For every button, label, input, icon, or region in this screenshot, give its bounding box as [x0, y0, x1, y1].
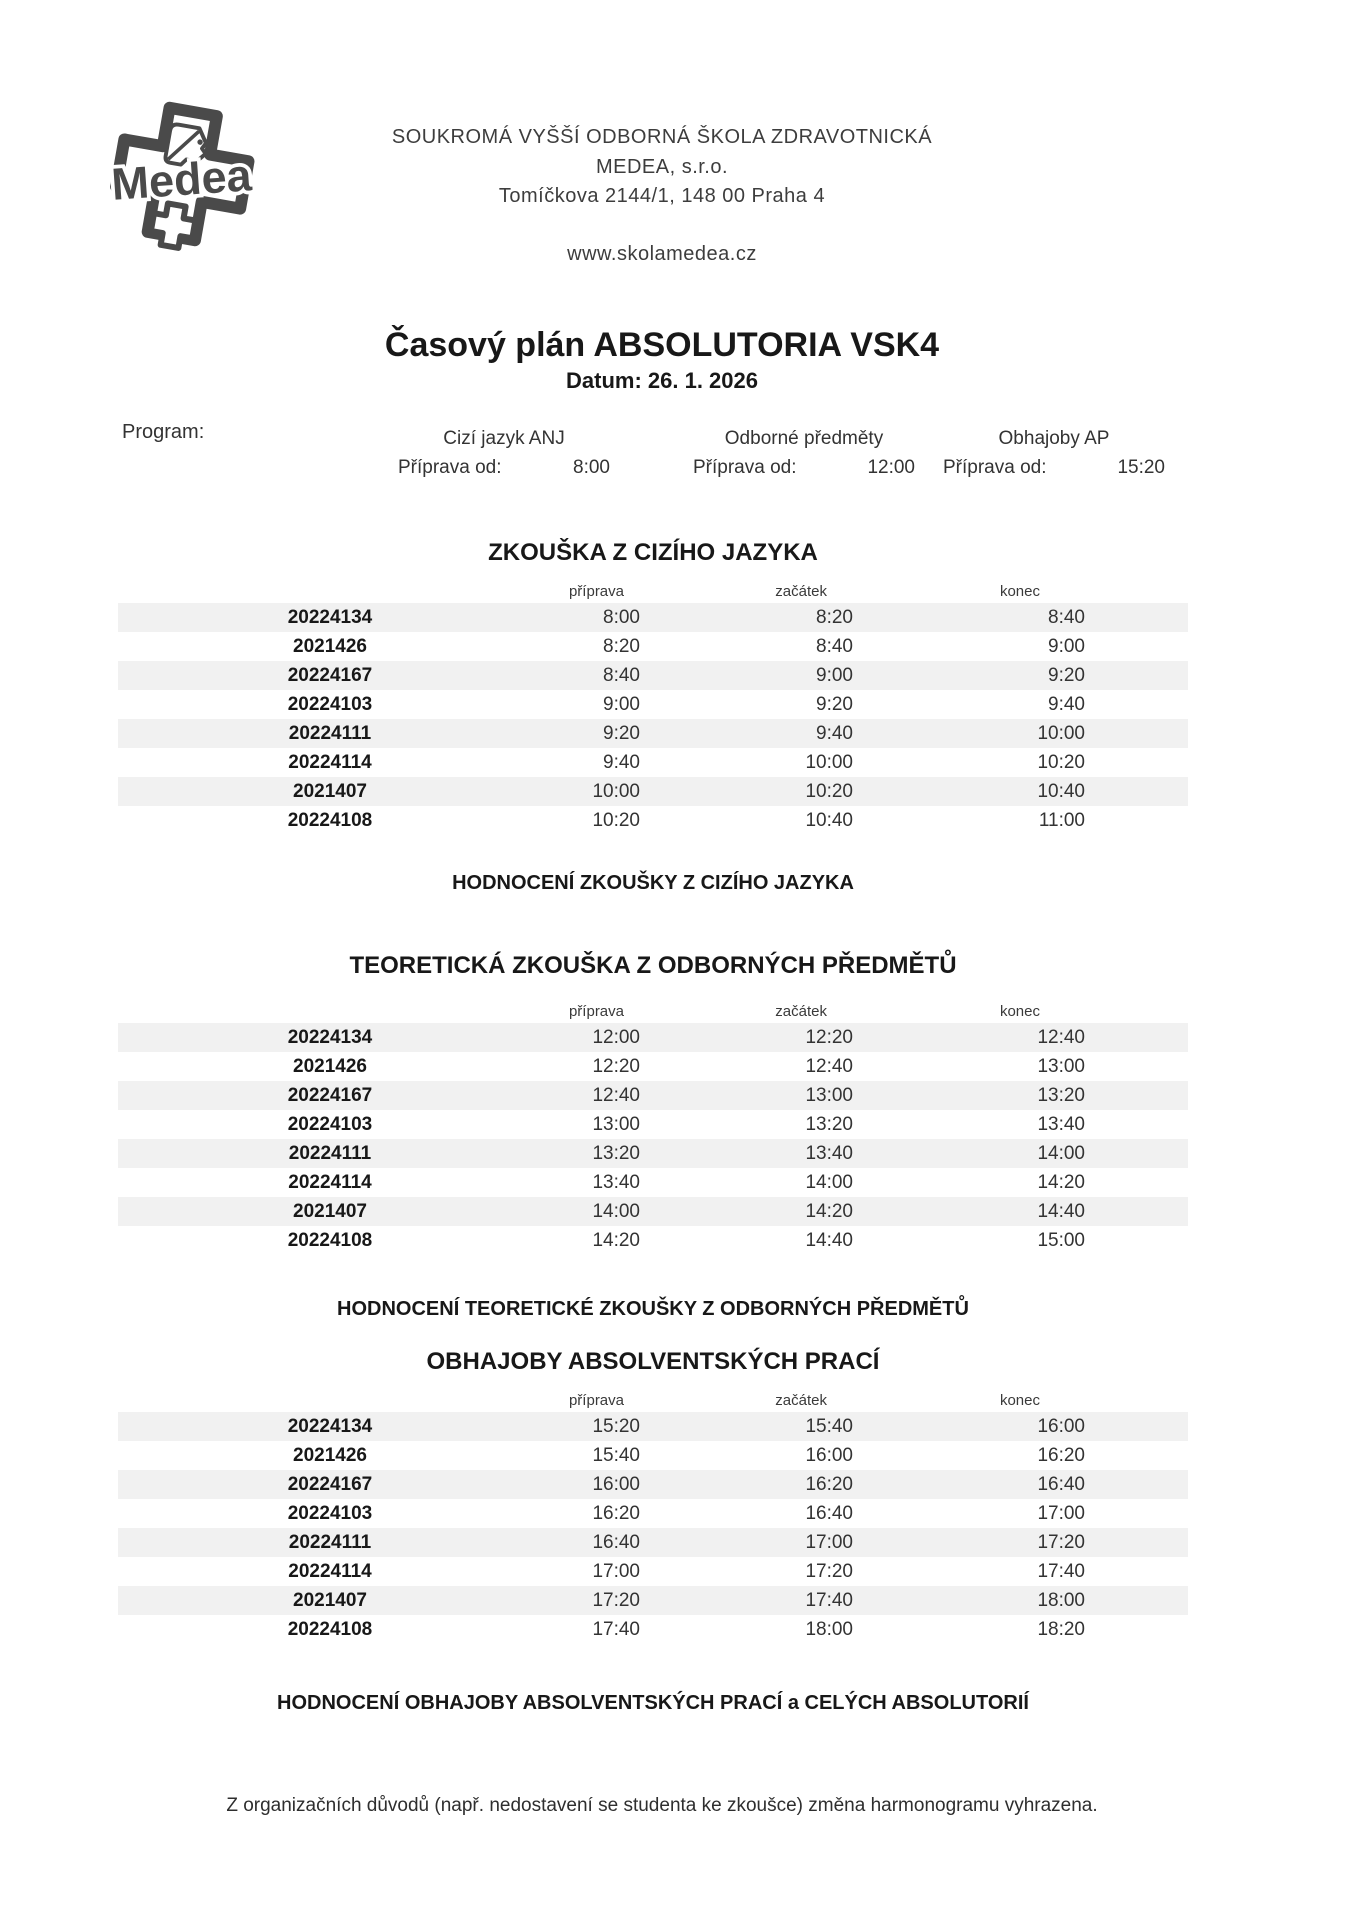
column-header-konec: konec [999, 583, 1040, 600]
student-id-cell: 2021407 [293, 1201, 367, 1222]
table-row [118, 1052, 1188, 1081]
student-id-cell: 20224103 [287, 1114, 373, 1135]
table-row [118, 1441, 1188, 1470]
table-row [118, 1412, 1188, 1441]
column-header-konec: konec [999, 1003, 1040, 1020]
table-row [118, 1168, 1188, 1197]
start-time-cell: 16:00 [805, 1445, 853, 1466]
student-id-cell: 20224114 [288, 752, 372, 773]
student-id-cell: 2021426 [293, 1445, 367, 1466]
prep-time-cell: 17:20 [592, 1590, 640, 1611]
start-time-cell: 12:40 [805, 1056, 853, 1077]
table-row [118, 1586, 1188, 1615]
table-row [118, 1197, 1188, 1226]
end-time-cell: 14:20 [1037, 1172, 1085, 1193]
exam-name: Cizí jazyk ANJ [443, 428, 565, 449]
prep-label: Příprava od: [693, 457, 797, 478]
disclaimer-note: Z organizačních důvodů (např. nedostavení se studenta ke zkoušce) změna harmonogramu vyhrazena. [226, 1795, 1098, 1816]
table-row [118, 1023, 1188, 1052]
start-time-cell: 14:40 [805, 1230, 853, 1251]
column-header-zacatek: začátek [775, 1003, 827, 1020]
column-header-zacatek: začátek [775, 583, 827, 600]
prep-time-cell: 9:00 [603, 694, 640, 715]
section-evaluation-thesis-defense: HODNOCENÍ OBHAJOBY ABSOLVENTSKÝCH PRACÍ a CELÝCH ABSOLUTORIÍ [277, 1692, 1029, 1714]
table-header-row [118, 581, 1188, 603]
end-time-cell: 9:20 [1048, 665, 1085, 686]
column-header-priprava: příprava [568, 583, 624, 600]
table-row [118, 603, 1188, 632]
prep-label: Příprava od: [398, 457, 502, 478]
start-time-cell: 14:00 [805, 1172, 853, 1193]
start-time-cell: 9:40 [816, 723, 853, 744]
table-row [118, 1615, 1188, 1644]
start-time-cell: 13:20 [805, 1114, 853, 1135]
table-row [118, 1499, 1188, 1528]
start-time-cell: 14:20 [805, 1201, 853, 1222]
student-id-cell: 20224134 [287, 1027, 373, 1048]
end-time-cell: 18:00 [1037, 1590, 1085, 1611]
student-id-cell: 20224103 [287, 694, 373, 715]
prep-time: 15:20 [1117, 457, 1165, 478]
end-time-cell: 11:00 [1038, 810, 1085, 831]
end-time-cell: 18:20 [1037, 1619, 1085, 1640]
school-name-line1: SOUKROMÁ VYŠŠÍ ODBORNÁ ŠKOLA ZDRAVOTNICKÁ [391, 126, 933, 148]
column-header-id [118, 1390, 420, 1412]
prep-time-cell: 14:20 [592, 1230, 640, 1251]
start-time-cell: 10:40 [805, 810, 853, 831]
student-id-cell: 20224111 [288, 723, 372, 744]
table-header-row [118, 1390, 1188, 1412]
start-time-cell: 10:20 [805, 781, 853, 802]
end-time-cell: 16:20 [1037, 1445, 1085, 1466]
prep-time-cell: 12:40 [592, 1085, 640, 1106]
end-time-cell: 16:00 [1037, 1416, 1085, 1437]
program-label: Program: [122, 421, 205, 443]
table-row [118, 1470, 1188, 1499]
student-id-cell: 2021426 [293, 636, 367, 657]
table-row [118, 1081, 1188, 1110]
prep-time-cell: 12:20 [592, 1056, 640, 1077]
end-time-cell: 10:20 [1037, 752, 1085, 773]
prep-time-cell: 16:40 [592, 1532, 640, 1553]
table-row [118, 1110, 1188, 1139]
end-time-cell: 17:40 [1037, 1561, 1085, 1582]
start-time-cell: 16:40 [805, 1503, 853, 1524]
column-header-priprava: příprava [568, 1003, 624, 1020]
student-id-cell: 20224134 [287, 1416, 373, 1437]
section-evaluation-foreign-language: HODNOCENÍ ZKOUŠKY Z CIZÍHO JAZYKA [452, 872, 854, 894]
prep-time-cell: 8:20 [603, 636, 640, 657]
student-id-cell: 20224108 [287, 1230, 373, 1251]
table-row [118, 1139, 1188, 1168]
end-time-cell: 9:00 [1048, 636, 1085, 657]
column-header-id [118, 581, 420, 603]
start-time-cell: 9:20 [816, 694, 853, 715]
start-time-cell: 8:40 [816, 636, 853, 657]
student-id-cell: 20224167 [287, 1085, 373, 1106]
end-time-cell: 8:40 [1048, 607, 1085, 628]
section-title-theory-exam: TEORETICKÁ ZKOUŠKA Z ODBORNÝCH PŘEDMĚTŮ [349, 952, 957, 979]
prep-time: 12:00 [867, 457, 915, 478]
table-header-row [118, 1001, 1188, 1023]
prep-time: 8:00 [573, 457, 610, 478]
start-time-cell: 17:40 [805, 1590, 853, 1611]
student-id-cell: 20224167 [287, 665, 373, 686]
table-row [118, 777, 1188, 806]
start-time-cell: 13:40 [805, 1143, 853, 1164]
table-row [118, 1528, 1188, 1557]
table-row [118, 719, 1188, 748]
prep-time-cell: 15:40 [592, 1445, 640, 1466]
prep-time-cell: 17:00 [592, 1561, 640, 1582]
start-time-cell: 16:20 [805, 1474, 853, 1495]
school-name-line2: MEDEA, s.r.o. [595, 156, 729, 178]
end-time-cell: 16:40 [1037, 1474, 1085, 1495]
student-id-cell: 20224108 [287, 1619, 373, 1640]
end-time-cell: 13:40 [1037, 1114, 1085, 1135]
page-title: Časový plán ABSOLUTORIA VSK4 [384, 326, 940, 364]
table-row [118, 1557, 1188, 1586]
start-time-cell: 18:00 [805, 1619, 853, 1640]
table-row [118, 661, 1188, 690]
prep-label: Příprava od: [943, 457, 1047, 478]
end-time-cell: 10:40 [1037, 781, 1085, 802]
student-id-cell: 20224111 [288, 1532, 372, 1553]
student-id-cell: 2021426 [293, 1056, 367, 1077]
start-time-cell: 15:40 [805, 1416, 853, 1437]
prep-time-cell: 9:40 [603, 752, 640, 773]
school-address: Tomíčkova 2144/1, 148 00 Praha 4 [498, 185, 826, 207]
student-id-cell: 20224108 [287, 810, 373, 831]
schedule-table-thesis-defense [118, 1390, 1188, 1644]
prep-time-cell: 13:20 [592, 1143, 640, 1164]
start-time-cell: 9:00 [816, 665, 853, 686]
student-id-cell: 2021407 [293, 1590, 367, 1611]
prep-time-cell: 16:00 [592, 1474, 640, 1495]
section-title-foreign-language: ZKOUŠKA Z CIZÍHO JAZYKA [488, 539, 818, 566]
table-row [118, 690, 1188, 719]
prep-time-cell: 10:20 [592, 810, 640, 831]
student-id-cell: 20224114 [288, 1561, 372, 1582]
end-time-cell: 10:00 [1037, 723, 1085, 744]
start-time-cell: 13:00 [805, 1085, 853, 1106]
prep-time-cell: 13:00 [592, 1114, 640, 1135]
student-id-cell: 20224167 [287, 1474, 373, 1495]
schedule-table-foreign-language [118, 581, 1188, 835]
table-row [118, 748, 1188, 777]
section-title-thesis-defense: OBHAJOBY ABSOLVENTSKÝCH PRACÍ [426, 1348, 880, 1375]
end-time-cell: 15:00 [1037, 1230, 1085, 1251]
student-id-cell: 2021407 [293, 781, 367, 802]
date-line: Datum: 26. 1. 2026 [566, 368, 758, 393]
prep-time-cell: 8:40 [603, 665, 640, 686]
start-time-cell: 12:20 [805, 1027, 853, 1048]
start-time-cell: 8:20 [816, 607, 853, 628]
end-time-cell: 14:00 [1037, 1143, 1085, 1164]
end-time-cell: 13:20 [1037, 1085, 1085, 1106]
prep-time-cell: 9:20 [603, 723, 640, 744]
prep-time-cell: 12:00 [592, 1027, 640, 1048]
prep-time-cell: 14:00 [592, 1201, 640, 1222]
prep-time-cell: 17:40 [592, 1619, 640, 1640]
column-header-zacatek: začátek [775, 1392, 827, 1409]
student-id-cell: 20224103 [287, 1503, 373, 1524]
table-row [118, 1226, 1188, 1255]
end-time-cell: 14:40 [1037, 1201, 1085, 1222]
prep-time-cell: 15:20 [592, 1416, 640, 1437]
prep-time-cell: 16:20 [592, 1503, 640, 1524]
program-column-foreign-language [398, 428, 610, 479]
prep-time-cell: 8:00 [603, 607, 640, 628]
column-header-priprava: příprava [568, 1392, 624, 1409]
student-id-cell: 20224111 [288, 1143, 372, 1164]
end-time-cell: 12:40 [1037, 1027, 1085, 1048]
end-time-cell: 17:00 [1037, 1503, 1085, 1524]
start-time-cell: 10:00 [805, 752, 853, 773]
end-time-cell: 13:00 [1037, 1056, 1085, 1077]
website-text: www.skolamedea.cz [567, 243, 757, 265]
end-time-cell: 17:20 [1037, 1532, 1085, 1553]
prep-time-cell: 13:40 [592, 1172, 640, 1193]
start-time-cell: 17:20 [805, 1561, 853, 1582]
program-column-professional-subjects [693, 428, 915, 479]
column-header-konec: konec [999, 1392, 1040, 1409]
table-row [118, 806, 1188, 835]
student-id-cell: 20224134 [287, 607, 373, 628]
prep-time-cell: 10:00 [592, 781, 640, 802]
exam-name: Odborné předměty [724, 428, 884, 449]
program-column-thesis-defense [943, 428, 1165, 479]
schedule-table-theory-exam [118, 1001, 1188, 1255]
column-header-id [118, 1001, 420, 1023]
start-time-cell: 17:00 [805, 1532, 853, 1553]
student-id-cell: 20224114 [288, 1172, 372, 1193]
end-time-cell: 9:40 [1048, 694, 1085, 715]
table-row [118, 632, 1188, 661]
section-evaluation-theory-exam: HODNOCENÍ TEORETICKÉ ZKOUŠKY Z ODBORNÝCH PŘEDMĚTŮ [337, 1298, 969, 1320]
logo-text: Medea [109, 149, 254, 210]
exam-name: Obhajoby AP [998, 428, 1110, 449]
